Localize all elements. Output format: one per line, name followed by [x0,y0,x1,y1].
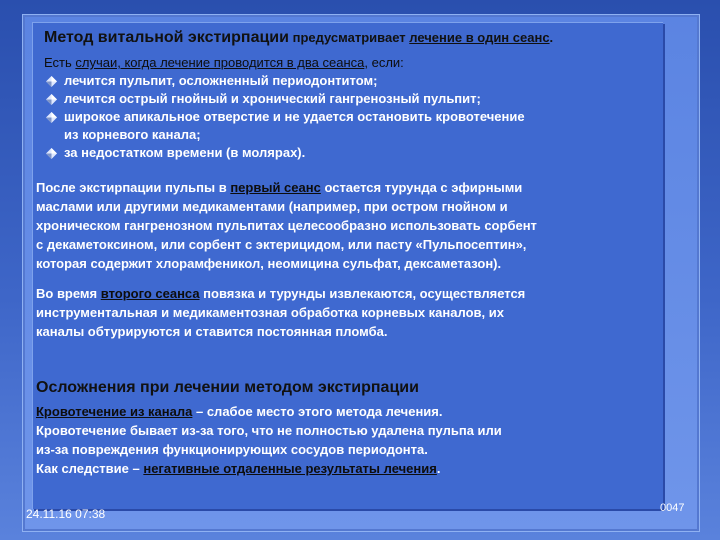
list-item [44,144,664,162]
para1-link: первый сеанс [230,180,321,195]
paragraph-first-session [36,178,656,273]
para2-b: повязка и турунды извлекаются, осуществляется [199,286,526,301]
para2-a: Во время [36,286,101,301]
list-item [44,72,664,90]
list-item-text: за недостатком времени (в молярах). [64,145,306,160]
intro-line [44,54,644,72]
complication-rest: – слабое место этого метода лечения. [192,404,443,419]
para1-line: с декаметоксином, или сорбент с эктерицидом, или пасту «Пульпосептин», [36,237,527,252]
list-item-text: лечится острый гнойный и хронический гангренозный пульпит; [64,91,481,106]
section-title: Осложнения при лечении методом экстирпации [36,379,419,396]
page-title [44,28,684,48]
consequence-link: негативные отдаленные результаты лечения [143,461,437,476]
list-item [44,108,664,144]
title-link: лечение в один сеанс [409,30,550,45]
condition-list [44,72,664,162]
slide-number: 0047 [660,502,685,514]
paragraph-second-session [36,284,656,341]
para2-line: каналы обтурируются и ставится постоянная пломба. [36,324,388,339]
para2-line: инструментальная и медикаментозная обработка корневых каналов, их [36,305,504,320]
title-end: . [549,30,554,45]
title-rest: предусматривает [288,30,410,45]
consequence-a: Как следствие – [36,461,144,476]
list-item-text: широкое апикальное отверстие и не удается остановить кровотечение [64,109,525,124]
intro-link: случаи, когда лечение проводится в два сеанса [75,55,365,70]
para1-line: маслами или другими медикаментами (например, при остром гнойном и [36,199,508,214]
list-item-text: из корневого канала; [64,127,201,142]
title-bold: Метод витальной экстирпации [44,29,289,46]
diamond-bullet-icon [46,76,57,87]
list-item-text: лечится пульпит, осложненный периодонтитом; [64,73,378,88]
complication-line: Кровотечение бывает из-за того, что не полностью удалена пульпа или [36,423,502,438]
paragraph-complications [36,402,656,478]
footer-date: 24.11.16 07:38 [26,507,106,521]
para1-line: хроническом гангренозном пульпитах целесообразно использовать сорбент [36,218,537,233]
diamond-bullet-icon [46,148,57,159]
intro-suffix: , если: [364,55,404,70]
diamond-bullet-icon [46,112,57,123]
list-item [44,90,664,108]
diamond-bullet-icon [46,94,57,105]
consequence-b: . [436,461,441,476]
intro-prefix: Есть [44,55,76,70]
complication-link: Кровотечение из канала [36,404,193,419]
para1-b: остается турунда с эфирными [320,180,523,195]
para1-a: После экстирпации пульпы в [36,180,231,195]
complication-line: из-за повреждения функционирующих сосудов периодонта. [36,442,428,457]
para1-line: которая содержит хлорамфеникол, неомицина сульфат, дексаметазон). [36,256,502,271]
para2-link: второго сеанса [100,286,200,301]
